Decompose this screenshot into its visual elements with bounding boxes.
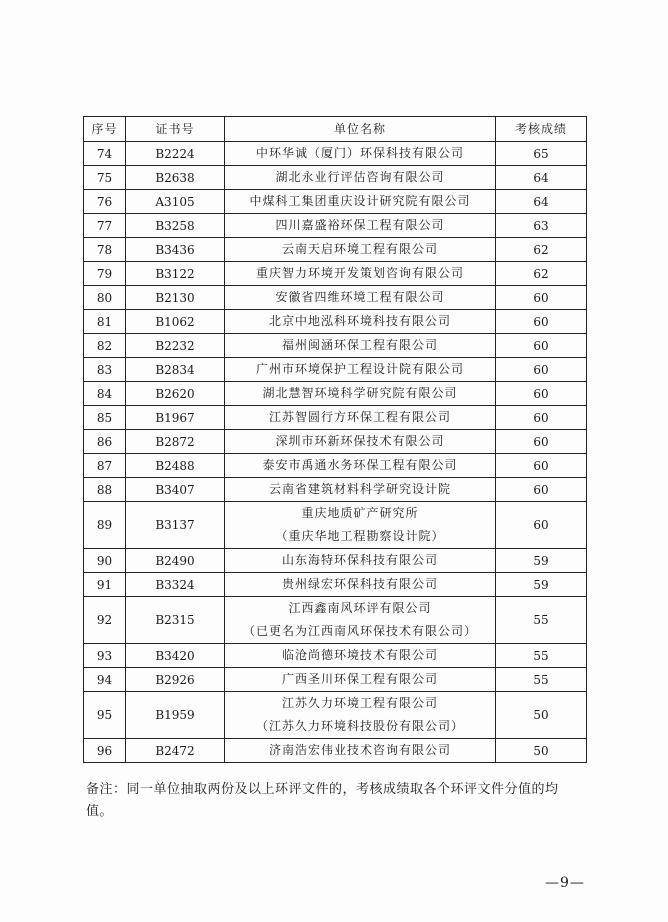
cell-name [225,238,496,262]
cell-no: 91 [84,573,126,597]
cell-no: 92 [84,597,126,644]
cell-name [225,166,496,190]
table-row [84,238,587,262]
cell-score: 55 [496,668,587,692]
cell-name-line: 福州闽涵环保工程有限公司 [281,338,438,352]
header-cert: 证书号 [126,117,225,142]
cell-score: 60 [496,478,587,502]
cell-no: 96 [84,739,126,763]
cell-name-line: 重庆智力环境开发策划咨询有限公司 [255,266,464,280]
cell-name-line: 江西鑫南风环评有限公司 [288,601,432,615]
cell-cert: B2620 [126,382,225,406]
table-row [84,214,587,238]
header-name: 单位名称 [225,117,496,142]
cell-name-line: （重庆华地工程勘察设计院） [275,529,445,543]
cell-score: 55 [496,644,587,668]
cell-score: 59 [496,549,587,573]
cell-score: 60 [496,454,587,478]
cell-score: 62 [496,262,587,286]
table-row [84,310,587,334]
cell-name-line: 湖北永业行评估咨询有限公司 [275,170,445,184]
cell-name [225,454,496,478]
table-row [84,190,587,214]
cell-no: 82 [84,334,126,358]
header-no: 序号 [84,117,126,142]
cell-cert: B2488 [126,454,225,478]
cell-name-line: 泰安市禹通水务环保工程有限公司 [262,458,458,472]
cell-cert: B2472 [126,739,225,763]
cell-no: 90 [84,549,126,573]
cell-cert: B1062 [126,310,225,334]
table-row [84,358,587,382]
cell-no: 74 [84,142,126,166]
cell-name-line: 深圳市环新环保技术有限公司 [275,434,445,448]
table-row [84,668,587,692]
table-row [84,644,587,668]
cell-name-line: 云南天启环境工程有限公司 [281,242,438,256]
cell-name-line: 临沧尚德环境技术有限公司 [281,648,438,662]
cell-no: 77 [84,214,126,238]
cell-no: 94 [84,668,126,692]
page-number: —9— [545,875,585,891]
cell-name [225,668,496,692]
cell-name [225,358,496,382]
table-row [84,573,587,597]
table-row [84,692,587,739]
cell-name-line: 江苏智圆行方环保工程有限公司 [268,410,451,424]
cell-no: 84 [84,382,126,406]
table-row [84,549,587,573]
cell-no: 79 [84,262,126,286]
cell-name-line: 安徽省四维环境工程有限公司 [275,290,445,304]
cell-cert: B3258 [126,214,225,238]
cell-cert: B3122 [126,262,225,286]
table-header-row [84,117,587,142]
cell-name-line: 济南浩宏伟业技术咨询有限公司 [268,743,451,757]
cell-cert: B2834 [126,358,225,382]
cell-no: 80 [84,286,126,310]
table-row [84,286,587,310]
cell-cert: B1967 [126,406,225,430]
cell-name [225,644,496,668]
cell-no: 85 [84,406,126,430]
cell-score: 60 [496,310,587,334]
cell-name [225,502,496,549]
cell-name [225,692,496,739]
cell-cert: B2224 [126,142,225,166]
table-row [84,142,587,166]
cell-score: 62 [496,238,587,262]
cell-no: 89 [84,502,126,549]
cell-name [225,382,496,406]
cell-name-line: 江苏久力环境工程有限公司 [281,696,438,710]
cell-cert: B3137 [126,502,225,549]
cell-name-line: 重庆地质矿产研究所 [301,506,419,520]
table-row [84,382,587,406]
table-row [84,597,587,644]
footnote: 备注：同一单位抽取两份及以上环评文件的，考核成绩取各个环评文件分值的均值。 [86,782,559,819]
cell-name [225,478,496,502]
cell-cert: B2130 [126,286,225,310]
cell-cert: B2232 [126,334,225,358]
cell-cert: B3407 [126,478,225,502]
cell-cert: B2315 [126,597,225,644]
cell-score: 60 [496,502,587,549]
cell-cert: B3420 [126,644,225,668]
cell-no: 93 [84,644,126,668]
cell-name [225,430,496,454]
cell-score: 59 [496,573,587,597]
cell-cert: B2926 [126,668,225,692]
cell-score: 60 [496,334,587,358]
cell-name [225,286,496,310]
cell-name-line: 广西圣川环保工程有限公司 [281,672,438,686]
cell-name-line: 四川嘉盛裕环保工程有限公司 [275,218,445,232]
cell-score: 64 [496,166,587,190]
cell-no: 75 [84,166,126,190]
score-table [83,116,587,763]
cell-no: 95 [84,692,126,739]
cell-cert: B3324 [126,573,225,597]
cell-name-line: 山东海特环保科技有限公司 [281,553,438,567]
cell-name-line: 北京中地泓科环境科技有限公司 [268,314,451,328]
cell-name-line: 湖北慧智环境科学研究院有限公司 [262,386,458,400]
cell-name-line: 贵州绿宏环保科技有限公司 [281,577,438,591]
cell-no: 83 [84,358,126,382]
cell-name [225,214,496,238]
cell-no: 76 [84,190,126,214]
cell-name [225,262,496,286]
cell-no: 81 [84,310,126,334]
table-row [84,166,587,190]
cell-name [225,406,496,430]
cell-no: 87 [84,454,126,478]
header-score: 考核成绩 [496,117,587,142]
cell-cert: B2490 [126,549,225,573]
cell-score: 60 [496,406,587,430]
cell-name-line: 中煤科工集团重庆设计研究院有限公司 [249,194,471,208]
cell-name [225,597,496,644]
table-row [84,430,587,454]
cell-score: 65 [496,142,587,166]
table-row [84,739,587,763]
cell-name-line: 广州市环境保护工程设计院有限公司 [255,362,464,376]
cell-name [225,549,496,573]
cell-name [225,334,496,358]
cell-name [225,190,496,214]
cell-score: 55 [496,597,587,644]
cell-name [225,573,496,597]
cell-score: 50 [496,692,587,739]
cell-name [225,739,496,763]
table-row [84,478,587,502]
table-row [84,406,587,430]
cell-name [225,310,496,334]
cell-no: 78 [84,238,126,262]
cell-score: 63 [496,214,587,238]
cell-score: 60 [496,286,587,310]
table-row [84,262,587,286]
cell-cert: B1959 [126,692,225,739]
cell-name [225,142,496,166]
cell-score: 64 [496,190,587,214]
cell-score: 60 [496,382,587,406]
table-row [84,502,587,549]
table-row [84,334,587,358]
cell-name-line: （江苏久力环境科技股份有限公司） [255,719,464,733]
cell-score: 50 [496,739,587,763]
cell-no: 86 [84,430,126,454]
cell-cert: B2638 [126,166,225,190]
table-row [84,454,587,478]
cell-name-line: 云南省建筑材料科学研究设计院 [268,482,451,496]
cell-cert: B3436 [126,238,225,262]
table-body [84,142,587,763]
cell-cert: B2872 [126,430,225,454]
cell-score: 60 [496,358,587,382]
cell-name-line: （已更名为江西南风环保技术有限公司） [242,624,477,638]
cell-no: 88 [84,478,126,502]
cell-score: 60 [496,430,587,454]
cell-cert: A3105 [126,190,225,214]
cell-name-line: 中环华诚（厦门）环保科技有限公司 [255,146,464,160]
